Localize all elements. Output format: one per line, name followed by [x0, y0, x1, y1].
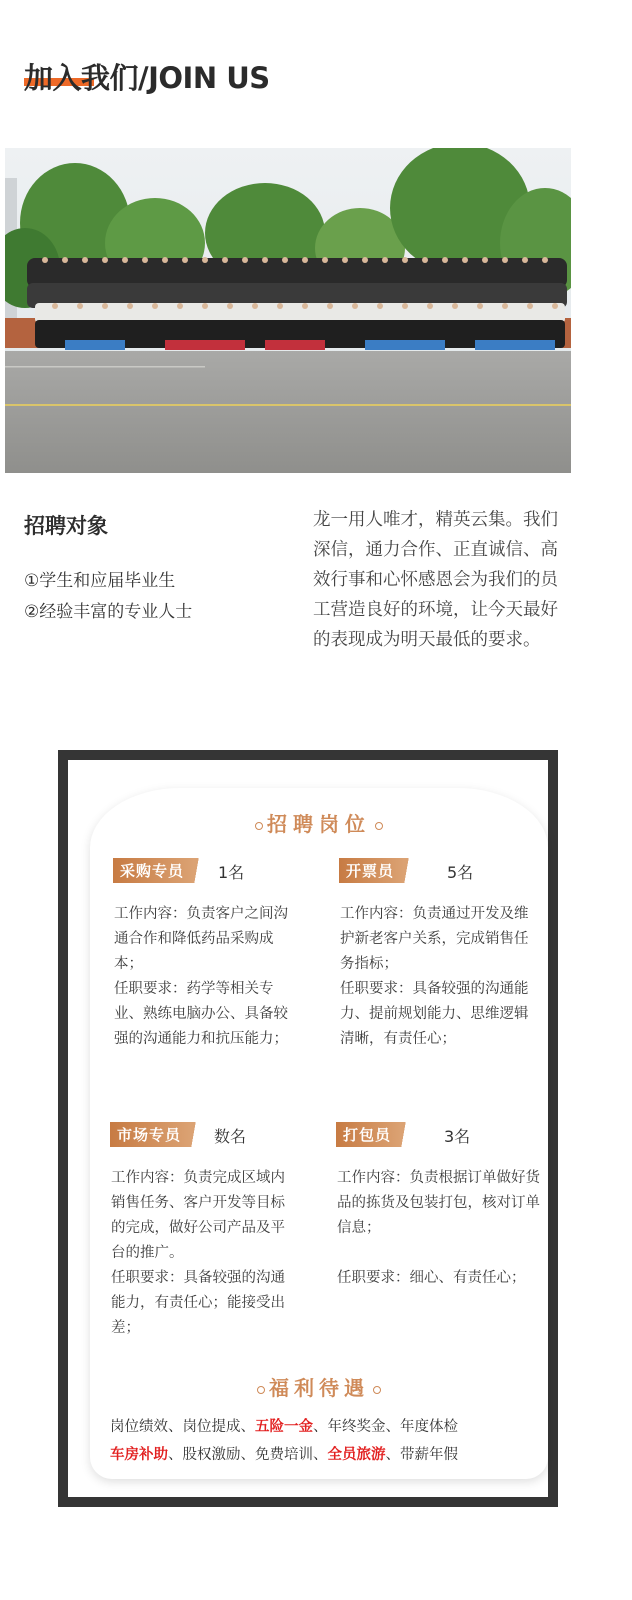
benefits-list: [110, 1413, 540, 1469]
positions-heading: 招聘岗位: [90, 808, 548, 837]
job-count: 5名: [447, 863, 474, 882]
benefit-text: 岗位绩效、岗位提成、: [110, 1419, 255, 1435]
job-requirement: 任职要求：药学等相关专业、熟练电脑办公、具备较强的沟通能力和抗压能力；: [114, 981, 288, 1047]
job-title: 打包员: [336, 1122, 401, 1147]
dot-icon: [375, 822, 383, 830]
benefit-text: 、年终奖金、年度体检: [313, 1419, 458, 1435]
benefit-highlight: 车房补助: [110, 1447, 168, 1463]
job-count: 3名: [444, 1127, 471, 1146]
job-description: [114, 902, 299, 1052]
dot-icon: [255, 822, 263, 830]
benefits-line-1: [110, 1413, 540, 1441]
company-intro: 龙一用人唯才，精英云集。我们深信，通力合作、正直诚信、高效行事和心怀感恩会为我们的员工营造良好的环境，让今天最好的表现成为明天最低的要求。: [313, 510, 558, 650]
benefit-text: 、股权激励、免费培训、: [168, 1447, 328, 1463]
dot-icon: [257, 1386, 265, 1394]
job-purchasing: [113, 858, 318, 1047]
target-item: ②经验丰富的专业人士: [24, 602, 193, 622]
job-invoicing: [339, 858, 544, 1047]
page-title: 加入我们/JOIN US: [24, 61, 270, 95]
job-duty: 工作内容：负责通过开发及维护新老客户关系，完成销售任务指标；: [340, 906, 529, 972]
job-duty: 工作内容：负责根据订单做好货品的拣货及包装打包，核对订单信息；: [337, 1170, 540, 1236]
benefits-line-2: [110, 1441, 540, 1469]
positions-frame: [58, 750, 558, 1507]
job-requirement: 任职要求：细心、有责任心；: [337, 1270, 526, 1286]
job-marketing: [110, 1122, 315, 1336]
job-description: [340, 902, 540, 1052]
target-item: ①学生和应届毕业生: [24, 571, 176, 591]
job-duty: 工作内容：负责完成区域内销售任务、客户开发等目标的完成，做好公司产品及平台的推广。: [111, 1170, 285, 1261]
job-title: 采购专员: [113, 858, 194, 883]
job-title: 开票员: [339, 858, 404, 883]
job-count: 数名: [214, 1127, 247, 1146]
target-title: 招聘对象: [24, 514, 108, 538]
benefits-heading: 福利待遇: [90, 1372, 548, 1401]
job-description: [337, 1166, 549, 1291]
job-count: 1名: [218, 863, 245, 882]
benefit-highlight: 五险一金: [255, 1419, 313, 1435]
positions-card: [90, 788, 548, 1479]
target-list: [24, 566, 192, 628]
job-description: [111, 1166, 299, 1341]
job-packing: [336, 1122, 541, 1286]
job-requirement: 任职要求：具备较强的沟通能力、提前规划能力、思维逻辑清晰，有责任心；: [340, 981, 529, 1047]
benefit-highlight: 全员旅游: [327, 1447, 386, 1463]
job-requirement: 任职要求：具备较强的沟通能力，有责任心；能接受出差；: [111, 1270, 285, 1336]
benefit-text: 、带薪年假: [385, 1447, 458, 1463]
job-duty: 工作内容：负责客户之间沟通合作和降低药品采购成本；: [114, 906, 288, 972]
dot-icon: [373, 1386, 381, 1394]
team-photo: [5, 148, 571, 473]
job-title: 市场专员: [110, 1122, 191, 1147]
